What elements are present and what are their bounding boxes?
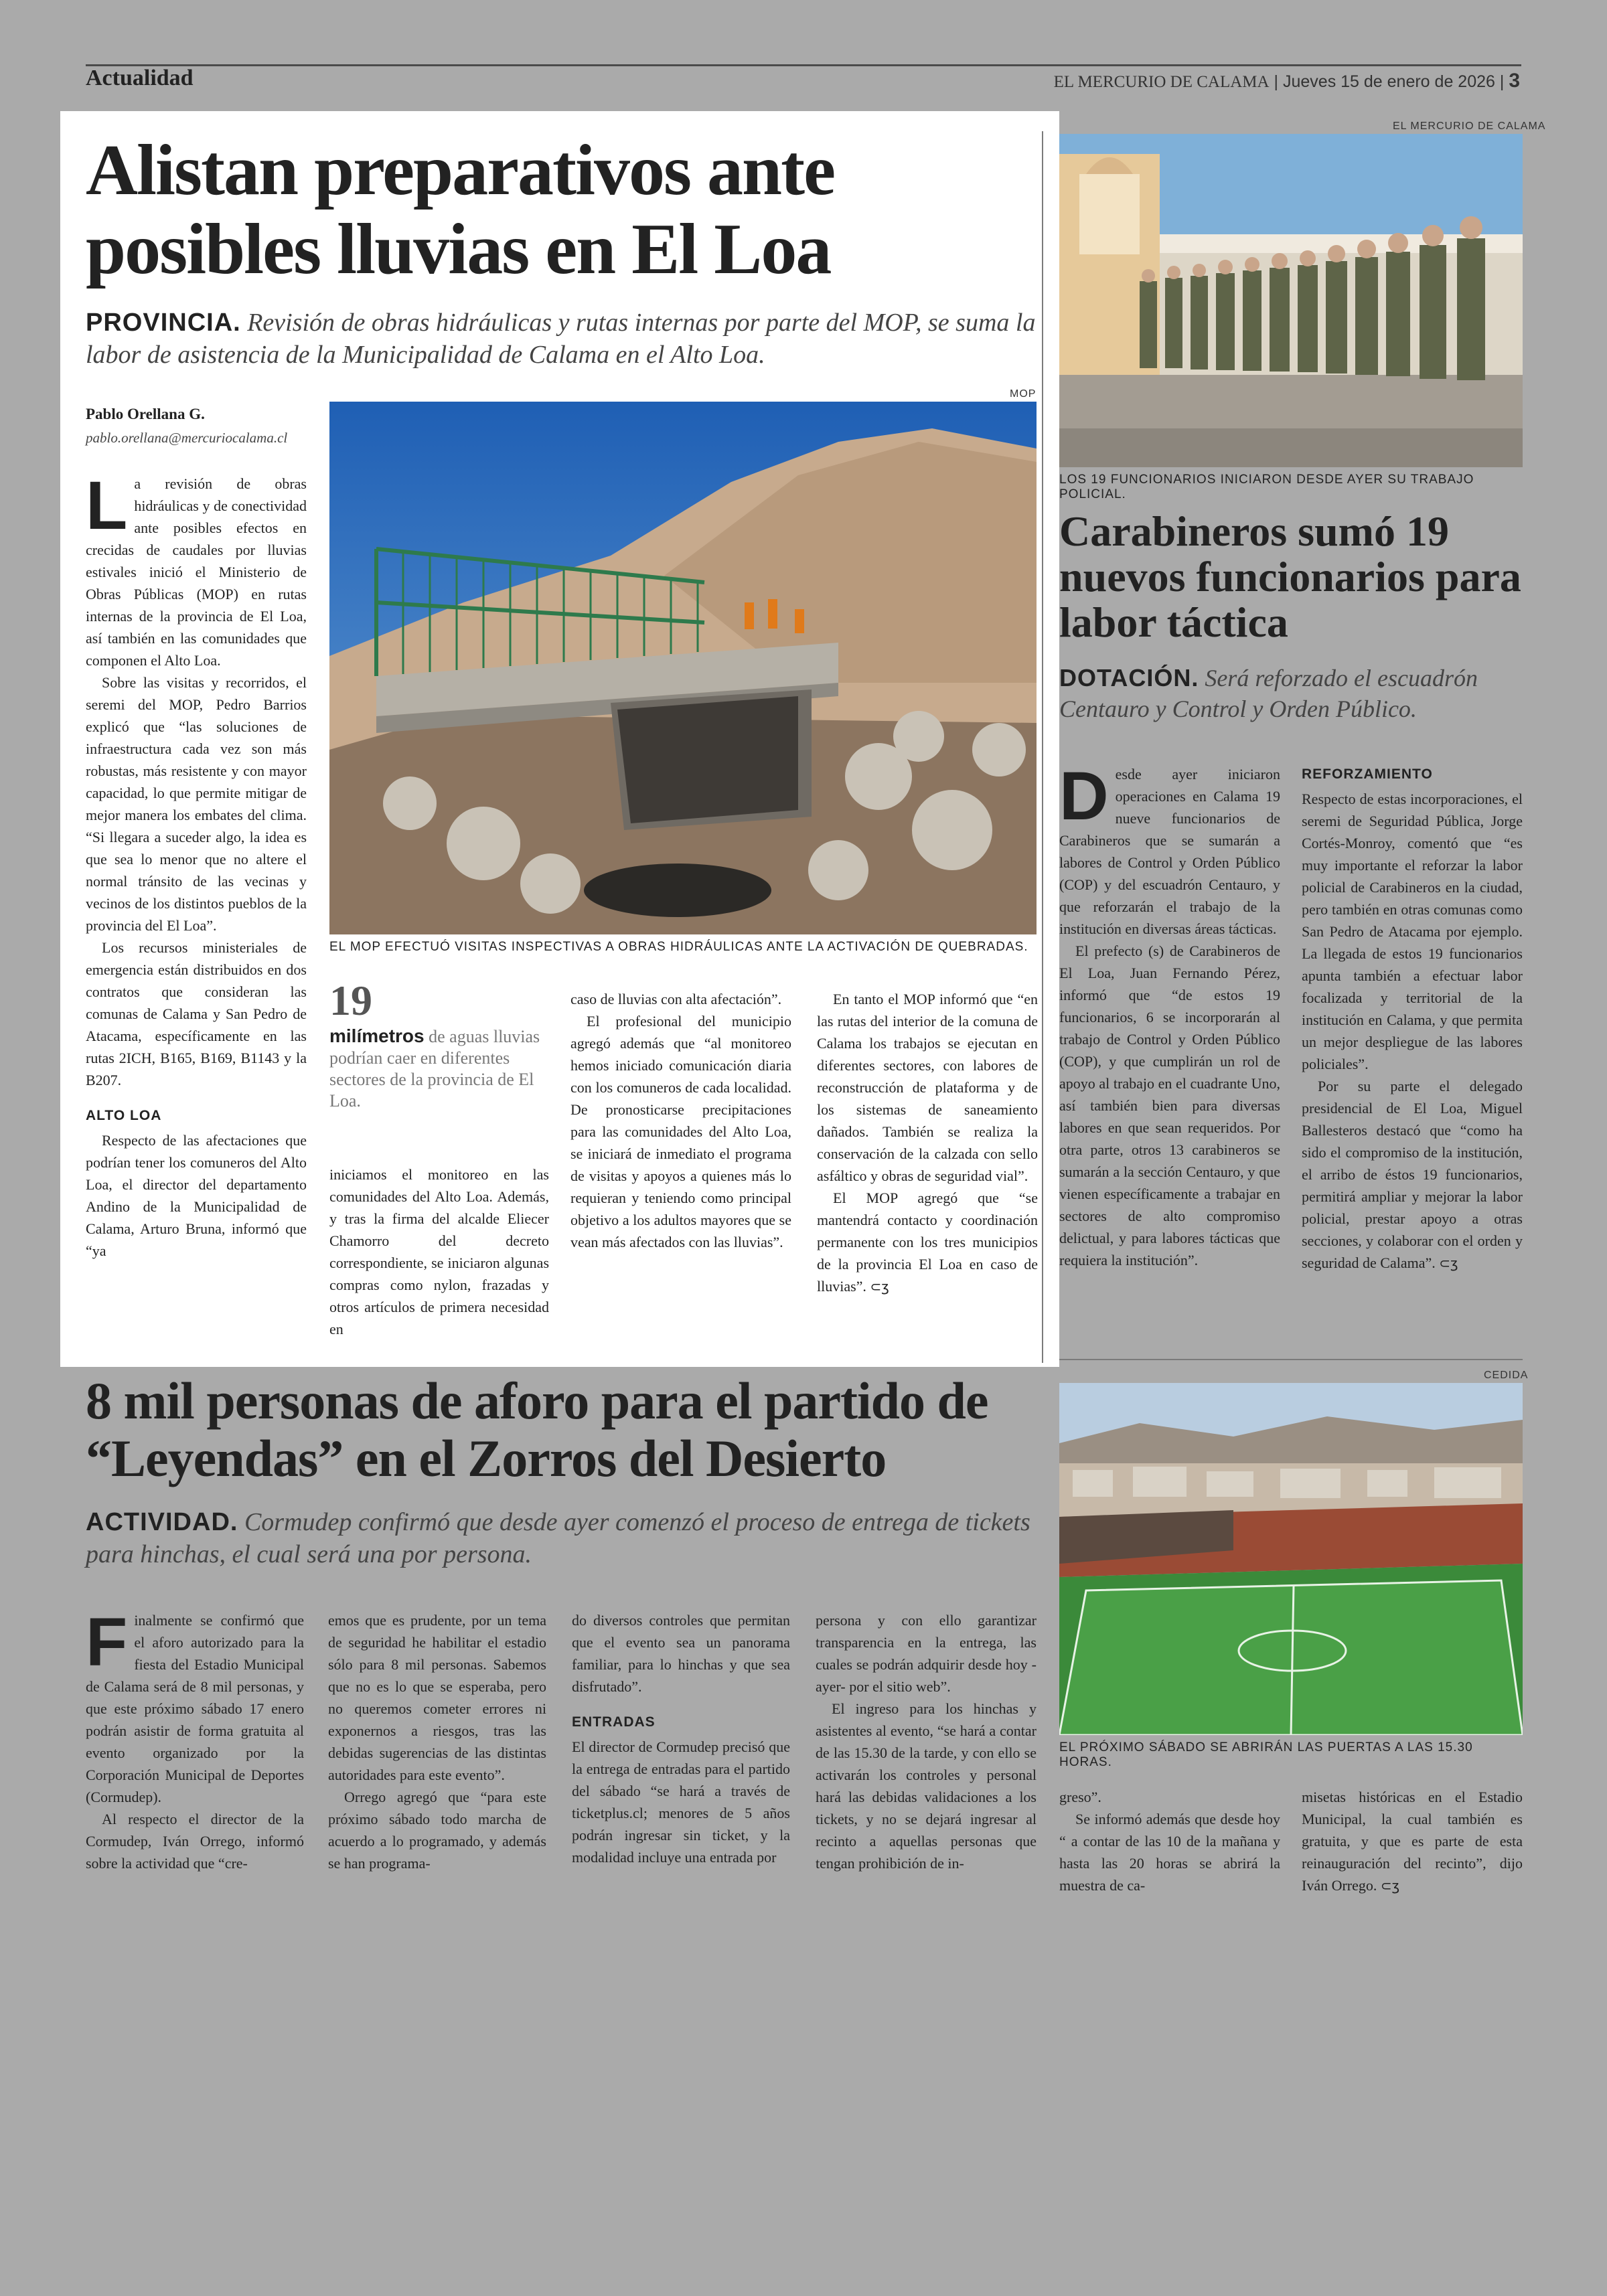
main-photo-caption: EL MOP EFECTUÓ VISITAS INSPECTIVAS A OBRAS HIDRÁULICAS ANTE LA ACTIVACIÓN DE QUEBRADAS. (329, 940, 1028, 954)
side-article-deck (1059, 663, 1523, 724)
bottom-column-4 (816, 1609, 1037, 1874)
masthead (1054, 70, 1520, 92)
carabineros-illustration (1059, 134, 1523, 467)
main-column-2 (329, 1163, 549, 1340)
header-rule (86, 64, 1521, 66)
bottom-dropcap: F (86, 1604, 128, 1680)
side-paragraph: Respecto de estas incorporaciones, el seremi de Seguridad Pública, Jorge Cortés-Monroy, comentó que “es muy importante el reforzar la labor policial de Carabineros en la ciudad, pero también en otras comunas como San Pedro de Atacama por ejemplo. La llegada de estos 19 funcionarios apunta también a efectuar labor focalizada y territorial de la institución en Calama, y que permita un mejor despliegue de las labores policiales”. (1302, 791, 1523, 1072)
bridge-photo (329, 402, 1037, 934)
bottom-column-5 (1059, 1786, 1280, 1896)
bottom-paragraph: El ingreso para los hinchas y asistentes al evento, “se hará a contar de las 15.30 de la tarde, y con ello se activarán los controles y personal hará las debidas validaciones a los tickets, y no se dejará ingresar al recinto a aquellas personas que tengan prohibición de in- (816, 1700, 1037, 1872)
carabineros-photo (1059, 134, 1523, 467)
main-paragraph: Sobre las visitas y recorridos, el seremi del MOP, Pedro Barrios explicó que “las soluciones de infraestructura cada vez son más robustas, más resistente y con mayor capacidad, lo que permite mitigar de mejor manera los embates del clima. “Si llegara a suceder algo, la idea es que sea lo menor que no altere el normal tránsito de las vecinas y vecinos de los distintos pueblos de la provincia del El Loa”. (86, 674, 307, 934)
main-article-deck (86, 307, 1037, 371)
bottom-column-2 (328, 1609, 546, 1874)
stat-text: de aguas lluvias podrían caer en diferentes sectores de la provincia de El Loa. (329, 1027, 540, 1111)
stadium-photo (1059, 1383, 1523, 1735)
end-mark-icon: ⊂ʒ (870, 1279, 889, 1295)
page-number: 3 (1509, 70, 1520, 92)
bottom-paragraph: Se informó además que desde hoy “ a contar de las 10 de la mañana y hasta las 20 horas se abrirá la muestra de ca- (1059, 1811, 1280, 1894)
main-paragraph: a revisión de obras hidráulicas y de conectividad ante posibles efectos en crecidas de caudales por lluvias estivales inició el Ministerio de Obras Públicas (MOP) en rutas internas de la provincia de El Loa, así también en las comunidades que componen el Alto Loa. (86, 475, 307, 669)
bottom-column-3 (572, 1609, 790, 1868)
main-paragraph: Los recursos ministeriales de emergencia están distribuidos en dos contratos que consideran las comunas de Calama y San Pedro de Atacama, específicamente en las rutas 2ICH, B165, B169, B1143 y la B207. (86, 939, 307, 1088)
stat-box (329, 976, 544, 1112)
side-article-title: Carabineros sumó 19 nuevos funcionarios para labor táctica (1059, 507, 1521, 646)
stat-bold: milímetros (329, 1026, 425, 1046)
author-name: Pablo Orellana G. (86, 406, 205, 422)
masthead-separator: | (1499, 72, 1509, 91)
side-paragraph: Por su parte el delegado presidencial de El Loa, Miguel Ballesteros destacó que “como ha sido el compromiso de la institución, el arribo de éstos 19 funcionarios, permitirá ampliar y mejorar la labor policial, prestar apoyo a otras secciones, y colaborar con el orden y seguridad de Calama”. (1302, 1078, 1523, 1271)
side-deck-text: Será reforzado el escuadrón Centauro y Control y Orden Público. (1059, 665, 1478, 722)
bottom-paragraph: persona y con ello garantizar transparencia en la entrega, las cuales se podrán adquirir desde hoy -ayer- por el sitio web”. (816, 1612, 1037, 1695)
bottom-paragraph: El director de Cormudep precisó que la entrega de entradas para el partido del sábado “se hará a través de ticketplus.cl; menores de 5 años podrán ingresar sin ticket, y la modalidad incluye una entrada por (572, 1738, 790, 1866)
main-column-1 (86, 467, 307, 1262)
main-photo-credit: MOP (1010, 388, 1037, 400)
side-paragraph: esde ayer iniciaron operaciones en Calama 19 nueve funcionarios de Carabineros que se sumarán a labores de Control y Orden Público (COP) y del escuadrón Centauro, y que reforzarán el trabajo de la institución en diversas áreas tácticas. (1059, 766, 1280, 937)
subhead-alto-loa: ALTO LOA (86, 1108, 162, 1123)
bottom-article-title: 8 mil personas de aforo para el partido de “Leyendas” en el Zorros del Desierto (86, 1372, 988, 1487)
side-photo-credit: EL MERCURIO DE CALAMA (1393, 120, 1546, 132)
bottom-kicker: ACTIVIDAD. (86, 1508, 238, 1536)
bridge-illustration (329, 402, 1037, 934)
main-paragraph: caso de lluvias con alta afectación”. (570, 991, 782, 1007)
main-article-title: Alistan preparativos ante posibles lluvias en El Loa (86, 131, 835, 289)
end-mark-icon: ⊂ʒ (1380, 1878, 1400, 1894)
bottom-paragraph: Orrego agregó que “para este próximo sábado todo marcha de acuerdo a lo programado, y además se han programa- (328, 1789, 546, 1872)
main-deck-text: Revisión de obras hidráulicas y rutas internas por parte del MOP, se suma la labor de asistencia de la Municipalidad de Calama en el Alto Loa. (86, 309, 1036, 369)
bottom-photo-credit: CEDIDA (1484, 1370, 1529, 1381)
masthead-separator: | (1274, 72, 1283, 91)
stadium-illustration (1059, 1383, 1523, 1735)
bottom-paragraph: misetas históricas en el Estadio Municipal, la cual también es gratuita, y que es parte de esta reinauguración del recinto”, dijo Iván Orrego. (1302, 1789, 1523, 1894)
bottom-paragraph: greso”. (1059, 1789, 1101, 1805)
main-paragraph: El profesional del municipio agregó además que “al monitoreo hemos iniciado comunicación diaria con los comuneros de cada localidad. De pronosticarse precipitaciones para las comunidades del Alto Loa, se iniciará de inmediato el programa de visitas y apoyos a quienes más lo requieran y teniendo como principal objetivo a los adultos mayores que se vean más afectados con las lluvias”. (570, 1013, 791, 1250)
bottom-paragraph: Al respecto el director de la Cormudep, Iván Orrego, informó sobre la actividad que “cre- (86, 1811, 304, 1872)
side-kicker: DOTACIÓN. (1059, 664, 1199, 691)
main-paragraph: En tanto el MOP informó que “en las rutas del interior de la comuna de Calama los trabajos se ejecutan en diferentes sectores, con labores de reconstrucción de plataforma y de los sistemas de saneamiento dañados. También se realiza la conservación de la calzada con sello asfáltico y obras de seguridad vial”. (817, 991, 1038, 1184)
side-column-1 (1059, 758, 1280, 1271)
main-paragraph: iniciamos el monitoreo en las comunidades del Alto Loa. Además, y tras la firma del alcalde Eliecer Chamorro del decreto correspondiente, se iniciaron algunas compras como nylon, frazadas y otros artículos de primera necesidad en (329, 1166, 549, 1337)
main-column-4 (817, 988, 1038, 1298)
section-divider (1059, 1359, 1523, 1360)
section-label: Actualidad (86, 66, 194, 90)
side-dropcap: D (1059, 758, 1109, 834)
subhead-entradas: ENTRADAS (572, 1714, 656, 1730)
bottom-column-1 (86, 1604, 304, 1874)
end-mark-icon: ⊂ʒ (1439, 1255, 1458, 1271)
bottom-column-6 (1302, 1786, 1523, 1897)
paper-name: EL MERCURIO DE CALAMA (1053, 73, 1270, 91)
main-dropcap: L (86, 467, 128, 544)
column-divider (1042, 131, 1043, 1363)
main-kicker: PROVINCIA. (86, 309, 241, 337)
bottom-paragraph: do diversos controles que permitan que el evento sea un panorama familiar, para lo hinchas y que sea disfrutado”. (572, 1612, 790, 1695)
author-email: pablo.orellana@mercuriocalama.cl (86, 430, 288, 446)
main-paragraph: El MOP agregó que “se mantendrá contacto y coordinación permanente con los tres municipios de la provincia El Loa en caso de lluvias”. (817, 1190, 1038, 1295)
issue-date: Jueves 15 de enero de 2026 (1282, 72, 1495, 91)
side-paragraph: El prefecto (s) de Carabineros de El Loa, Juan Fernando Pérez, informó que “de estos 19 funcionarios, 6 se incorporarán al trabajo de Control y Orden Público (COP), y que cumplirán un rol de apoyo al trabajo en el cuadrante Uno, así también bien para diversas labores en que sean requeridos. Por otra parte, otros 13 carabineros se sumarán a la sección Centauro, y que vienen específicamente a trabajar en sectores de alto compromiso delictual, y para labores tácticas que requiera la institución”. (1059, 942, 1280, 1268)
stat-number: 19 (329, 977, 372, 1024)
bottom-deck-text: Cormudep confirmó que desde ayer comenzó el proceso de entrega de tickets para hinchas, el cual será una por persona. (86, 1508, 1030, 1568)
side-column-2 (1302, 750, 1523, 1275)
side-photo-caption: LOS 19 FUNCIONARIOS INICIARON DESDE AYER SU TRABAJO POLICIAL. (1059, 473, 1474, 501)
bottom-paragraph: inalmente se confirmó que el aforo autorizado para la fiesta del Estadio Municipal de Calama será de 8 mil personas, y que este próximo sábado 17 enero podrán asistir de forma gratuita al evento organizado por la Corporación Municipal de Deportes (Cormudep). (86, 1612, 304, 1805)
subhead-reforzamiento: REFORZAMIENTO (1302, 766, 1433, 782)
main-paragraph: Respecto de las afectaciones que podrían tener los comuneros del Alto Loa, el director del departamento Andino de la Municipalidad de Calama, Arturo Bruna, informó que “ya (86, 1132, 307, 1259)
main-column-3 (570, 988, 791, 1253)
bottom-photo-caption: EL PRÓXIMO SÁBADO SE ABRIRÁN LAS PUERTAS A LAS 15.30 HORAS. (1059, 1740, 1473, 1769)
bottom-paragraph: emos que es prudente, por un tema de seguridad he habilitar el estadio sólo para 8 mil personas. Sabemos que no es lo que se esperaba, pero no queremos cometer errores ni exponernos a riesgos, tras las debidas sugerencias de las distintas autoridades para este evento”. (328, 1612, 546, 1783)
bottom-article-deck (86, 1506, 1050, 1570)
